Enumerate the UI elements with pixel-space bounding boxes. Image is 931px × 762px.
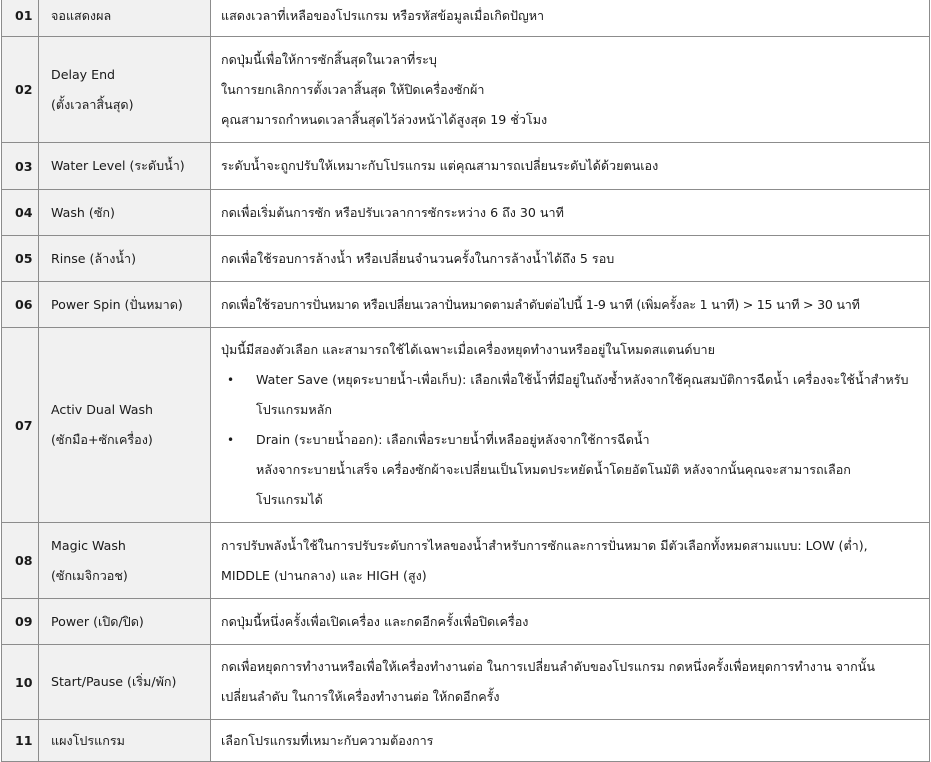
description-line: โปรแกรมหลัก xyxy=(256,402,332,417)
row-number: 04 xyxy=(2,190,39,236)
table-row xyxy=(2,720,930,762)
control-name xyxy=(39,190,211,236)
table-row xyxy=(2,236,930,282)
control-name-line: Water Level (ระดับน้ำ) xyxy=(51,158,185,173)
row-number: 09 xyxy=(2,599,39,645)
control-description xyxy=(211,328,930,523)
description-line: โปรแกรมได้ xyxy=(256,492,323,507)
control-name-line: Delay End xyxy=(51,66,116,82)
control-name-line: Magic Wash xyxy=(51,537,126,553)
control-description xyxy=(211,37,930,143)
control-name xyxy=(39,37,211,143)
control-name-line: Rinse (ล้างน้ำ) xyxy=(51,250,136,266)
bullet-marker: • xyxy=(227,433,235,447)
control-description xyxy=(211,0,930,37)
description-line: หลังจากระบายน้ำเสร็จ เครื่องซักผ้าจะเปลี่ยนเป็นโหมดประหยัดน้ำโดยอัตโนมัติ หลังจากนั้นคุณจะสามารถเลือก xyxy=(256,462,851,477)
control-name xyxy=(39,720,211,762)
control-name-line: (ซักเมจิกวอช) xyxy=(51,567,128,583)
list-item xyxy=(221,365,923,425)
row-number: 03 xyxy=(2,143,39,190)
description-line: เปลี่ยนลำดับ ในการให้เครื่องทำงานต่อ ให้กดอีกครั้ง xyxy=(221,689,500,704)
control-name-line: (ซักมือ+ซักเครื่อง) xyxy=(51,432,153,447)
description-line: เลือกโปรแกรมที่เหมาะกับความต้องการ xyxy=(221,732,434,748)
control-panel-spec-table xyxy=(1,0,930,762)
table-row xyxy=(2,523,930,599)
description-line: กดเพื่อหยุดการทำงานหรือเพื่อให้เครื่องทำงานต่อ ในการเปลี่ยนลำดับของโปรแกรม กดหนึ่งครั้งเพื่อหยุดการทำงาน จากนั้น xyxy=(221,659,875,674)
control-name xyxy=(39,328,211,523)
control-name-line: Wash (ซัก) xyxy=(51,204,115,220)
list-item xyxy=(221,425,923,515)
control-name xyxy=(39,282,211,328)
control-name-line: Activ Dual Wash xyxy=(51,402,154,417)
table-row xyxy=(2,0,930,37)
row-number: 02 xyxy=(2,37,39,143)
description-line: Water Save (หยุดระบายน้ำ-เพื่อเก็บ): เลือกเพื่อใช้น้ำที่มีอยู่ในถังซ้ำหลังจากใช้คุณสมบัติการฉีดน้ำ เครื่องจะใช้น้ำสำหรับ xyxy=(256,372,909,387)
control-description xyxy=(211,599,930,645)
control-name xyxy=(39,143,211,190)
description-intro: ปุ่มนี้มีสองตัวเลือก และสามารถใช้ได้เฉพาะเมื่อเครื่องหยุดทำงานหรืออยู่ในโหมดสแตนด์บาย xyxy=(221,342,715,357)
table-row xyxy=(2,143,930,190)
control-description xyxy=(211,645,930,720)
table-row xyxy=(2,282,930,328)
control-description xyxy=(211,190,930,236)
option-list xyxy=(221,365,923,515)
row-number: 01 xyxy=(2,0,39,37)
control-name-line: จอแสดงผล xyxy=(51,7,112,23)
control-description xyxy=(211,282,930,328)
description-line: แสดงเวลาที่เหลือของโปรแกรม หรือรหัสข้อมูลเมื่อเกิดปัญหา xyxy=(221,7,545,23)
row-number: 07 xyxy=(2,328,39,523)
table-row xyxy=(2,328,930,523)
description-line: กดปุ่มนี้หนึ่งครั้งเพื่อเปิดเครื่อง และกดอีกครั้งเพื่อปิดเครื่อง xyxy=(221,613,529,629)
table-row xyxy=(2,645,930,720)
row-number: 10 xyxy=(2,645,39,720)
control-description xyxy=(211,143,930,190)
control-name xyxy=(39,236,211,282)
description-line: กดเพื่อใช้รอบการปั่นหมาด หรือเปลี่ยนเวลาปั่นหมาดตามลำดับต่อไปนี้ 1-9 นาที (เพิ่มครั้งละ 1 นาที) > 15 นาที > 30 นาที xyxy=(221,296,860,312)
bullet-marker: • xyxy=(227,373,235,387)
table-row xyxy=(2,190,930,236)
description-line: กดเพื่อเริ่มต้นการซัก หรือปรับเวลาการซักระหว่าง 6 ถึง 30 นาที xyxy=(221,204,564,220)
control-description xyxy=(211,720,930,762)
control-name xyxy=(39,0,211,37)
row-number: 05 xyxy=(2,236,39,282)
control-name-line: Start/Pause (เริ่ม/พัก) xyxy=(51,674,177,689)
description-line: คุณสามารถกำหนดเวลาสิ้นสุดไว้ล่วงหน้าได้สูงสุด 19 ชั่วโมง xyxy=(221,111,548,127)
description-line: กดปุ่มนี้เพื่อให้การซักสิ้นสุดในเวลาที่ระบุ xyxy=(221,51,437,67)
control-name xyxy=(39,599,211,645)
control-name xyxy=(39,523,211,599)
description-line: ระดับน้ำจะถูกปรับให้เหมาะกับโปรแกรม แต่คุณสามารถเปลี่ยนระดับได้ด้วยตนเอง xyxy=(221,158,659,173)
table-row xyxy=(2,37,930,143)
description-line: การปรับพลังน้ำใช้ในการปรับระดับการไหลของน้ำสำหรับการซักและการปั่นหมาด มีตัวเลือกทั้งหมดสามแบบ: LOW (ต่ำ), xyxy=(221,537,868,553)
description-line: Drain (ระบายน้ำออก): เลือกเพื่อระบายน้ำที่เหลืออยู่หลังจากใช้การฉีดน้ำ xyxy=(256,432,650,447)
description-line: ในการยกเลิกการตั้งเวลาสิ้นสุด ให้ปิดเครื่องซักผ้า xyxy=(221,81,485,97)
row-number: 11 xyxy=(2,720,39,762)
control-name-line: Power Spin (ปั่นหมาด) xyxy=(51,296,183,312)
row-number: 06 xyxy=(2,282,39,328)
control-name xyxy=(39,645,211,720)
table-row xyxy=(2,599,930,645)
control-name-line: Power (เปิด/ปิด) xyxy=(51,613,144,629)
description-line: กดเพื่อใช้รอบการล้างน้ำ หรือเปลี่ยนจำนวนครั้งในการล้างน้ำได้ถึง 5 รอบ xyxy=(221,250,615,266)
row-number: 08 xyxy=(2,523,39,599)
control-name-line: (ตั้งเวลาสิ้นสุด) xyxy=(51,96,134,112)
description-line: MIDDLE (ปานกลาง) และ HIGH (สูง) xyxy=(221,567,427,583)
control-name-line: แผงโปรแกรม xyxy=(51,732,125,748)
control-description xyxy=(211,236,930,282)
control-description xyxy=(211,523,930,599)
